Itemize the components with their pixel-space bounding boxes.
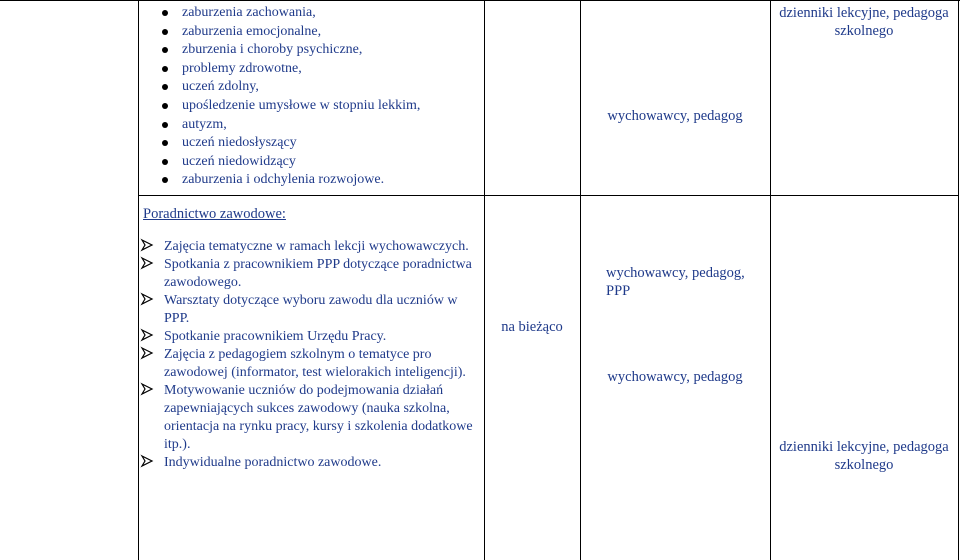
list-item: uczeń niedowidzący	[150, 153, 420, 172]
responsible-cell-1: wychowawcy, pedagog, PPP	[606, 265, 745, 299]
list-item: Zajęcia z pedagogiem szkolnym o tematyce pro zawodowej (informator, test wielorakich inteligencji).	[140, 346, 482, 382]
bullet-icon	[162, 140, 168, 146]
arrow-bullet-icon	[140, 256, 154, 270]
list-item: uczeń niedosłyszący	[150, 134, 420, 153]
bullet-icon	[162, 66, 168, 72]
column-divider-1	[138, 0, 139, 560]
list-item: Spotkania z pracownikiem PPP dotyczące poradnictwa zawodowego.	[140, 256, 482, 292]
list-item: uczeń zdolny,	[150, 78, 420, 97]
bullet-icon	[162, 177, 168, 183]
list-item: autyzm,	[150, 116, 420, 135]
arrow-bullet-icon	[140, 382, 154, 396]
list-item: Warsztaty dotyczące wyboru zawodu dla uczniów w PPP.	[140, 292, 482, 328]
arrow-bullet-icon	[140, 238, 154, 252]
lower-documentation-cell: dzienniki lekcyjne, pedagoga szkolnego	[779, 439, 949, 473]
bullet-icon	[162, 103, 168, 109]
arrow-bullet-icon	[140, 292, 154, 306]
list-item: Indywidualne poradnictwo zawodowe.	[140, 454, 482, 472]
timing-cell: na bieżąco	[501, 319, 563, 335]
row-divider	[138, 195, 958, 196]
bullet-icon	[162, 47, 168, 53]
arrow-bullet-icon	[140, 454, 154, 468]
list-item: problemy zdrowotne,	[150, 60, 420, 79]
list-item: zburzenia i choroby psychiczne,	[150, 41, 420, 60]
bullet-icon	[162, 10, 168, 16]
disorders-list	[150, 4, 420, 190]
bullet-icon	[162, 122, 168, 128]
top-responsible-cell: wychowawcy, pedagog	[607, 108, 743, 124]
list-item: Spotkanie pracownikiem Urzędu Pracy.	[140, 328, 482, 346]
column-divider-3	[580, 0, 581, 560]
bullet-icon	[162, 84, 168, 90]
column-divider-5	[958, 0, 959, 560]
section-title: Poradnictwo zawodowe:	[143, 206, 286, 222]
list-item: upośledzenie umysłowe w stopniu lekkim,	[150, 97, 420, 116]
arrow-bullet-icon	[140, 346, 154, 360]
column-divider-2	[484, 0, 485, 560]
top-documentation-cell: dzienniki lekcyjne, pedagoga szkolnego	[779, 5, 949, 39]
list-item: Motywowanie uczniów do podejmowania działań zapewniających sukces zawodowy (nauka szkolna, orientacja na rynku pracy, kursy i szkolenia dodatkowe itp.).	[140, 382, 482, 454]
table-top-border	[0, 0, 960, 1]
responsible-cell-2: wychowawcy, pedagog	[607, 369, 743, 385]
arrow-bullet-icon	[140, 328, 154, 342]
bullet-icon	[162, 29, 168, 35]
career-activities-list	[140, 238, 482, 472]
list-item: zaburzenia i odchylenia rozwojowe.	[150, 171, 420, 190]
list-item: zaburzenia zachowania,	[150, 4, 420, 23]
list-item: Zajęcia tematyczne w ramach lekcji wychowawczych.	[140, 238, 482, 256]
bullet-icon	[162, 159, 168, 165]
column-divider-4	[770, 0, 771, 560]
list-item: zaburzenia emocjonalne,	[150, 23, 420, 42]
